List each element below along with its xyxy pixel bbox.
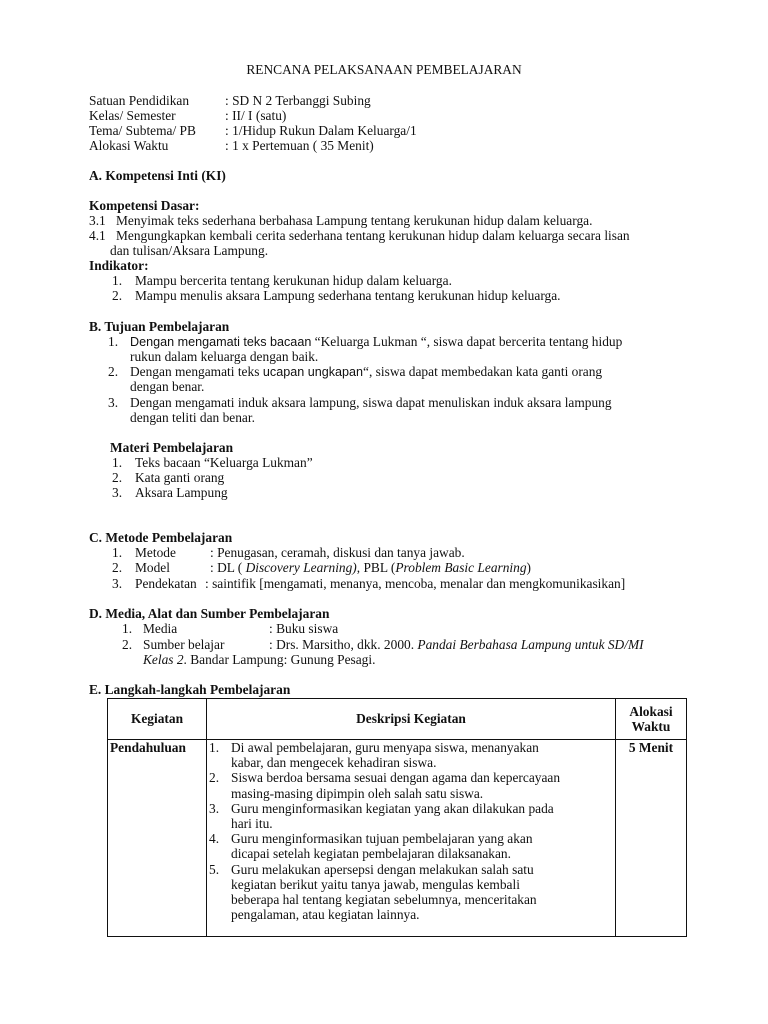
step-line: kabar, dan mengecek kehadiran siswa. bbox=[231, 755, 437, 771]
sumber-label: Sumber belajar bbox=[143, 637, 225, 652]
kd-number: 4.1 bbox=[89, 228, 106, 243]
tujuan-text: Dengan mengamati induk aksara lampung, siswa dapat menuliskan induk aksara lampung bbox=[130, 395, 612, 410]
section-b-heading: B. Tujuan Pembelajaran bbox=[89, 319, 230, 334]
kd-text: Mengungkapkan kembali cerita sederhana tentang kerukunan hidup dalam keluarga secara lisan bbox=[116, 228, 630, 243]
section-d-heading: D. Media, Alat dan Sumber Pembelajaran bbox=[89, 606, 330, 621]
step-line: masing-masing dipimpin oleh salah satu siswa. bbox=[231, 785, 484, 801]
step-line: pengalaman, atau kegiatan lainnya. bbox=[231, 907, 420, 923]
kd-number: 3.1 bbox=[89, 213, 106, 228]
metode-label: Metode bbox=[135, 545, 176, 560]
step-line: beberapa hal tentang kegiatan sebelumnya, menceritakan bbox=[231, 892, 537, 908]
media-value: : Buku siswa bbox=[269, 621, 339, 636]
header-alokasi bbox=[616, 699, 687, 740]
indikator-number: 1. bbox=[112, 273, 123, 288]
model-value-part: : DL ( bbox=[210, 560, 246, 575]
header-kegiatan: Kegiatan bbox=[108, 699, 207, 740]
list-item bbox=[207, 831, 615, 861]
materi-text: Aksara Lampung bbox=[135, 485, 228, 500]
step-number: 3. bbox=[209, 800, 220, 816]
section-e-heading: E. Langkah-langkah Pembelajaran bbox=[89, 682, 291, 697]
indikator-number: 2. bbox=[112, 288, 123, 303]
model-value-italic: Discovery Learning) bbox=[245, 560, 357, 575]
kd-item bbox=[89, 228, 106, 243]
tujuan-text-continued: rukun dalam keluarga dengan baik. bbox=[130, 349, 319, 364]
tujuan-text: “Keluarga Lukman “, siswa dapat bercerita tentang hidup bbox=[311, 334, 623, 349]
sumber-book-title: Kelas 2 bbox=[143, 652, 184, 667]
identity-label: Kelas/ Semester bbox=[89, 108, 176, 123]
model-value-italic: Problem Basic Learning bbox=[395, 560, 527, 575]
tujuan-line bbox=[130, 364, 602, 380]
sumber-number: 2. bbox=[122, 637, 133, 652]
alokasi-cell: 5 Menit bbox=[616, 740, 687, 937]
indikator-heading: Indikator: bbox=[89, 258, 149, 273]
model-label: Model bbox=[135, 560, 170, 575]
section-c-heading: C. Metode Pembelajaran bbox=[89, 530, 233, 545]
tujuan-number: 3. bbox=[108, 395, 119, 410]
step-line: Siswa berdoa bersama sesuai dengan agama dan kepercayaan bbox=[231, 770, 561, 786]
indikator-text: Mampu bercerita tentang kerukunan hidup dalam keluarga. bbox=[135, 273, 452, 288]
step-line: Guru menginformasikan tujuan pembelajaran yang akan bbox=[231, 831, 533, 847]
list-item bbox=[207, 862, 615, 923]
pendekatan-label: Pendekatan bbox=[135, 576, 197, 591]
step-number: 4. bbox=[209, 831, 220, 847]
materi-heading: Materi Pembelajaran bbox=[110, 440, 234, 455]
step-line: hari itu. bbox=[231, 816, 273, 832]
media-number: 1. bbox=[122, 621, 133, 636]
header-alokasi-line1: Alokasi bbox=[629, 703, 673, 719]
metode-value: : Penugasan, ceramah, diskusi dan tanya jawab. bbox=[210, 545, 465, 560]
list-item bbox=[207, 801, 615, 831]
table-row bbox=[108, 740, 687, 937]
step-number: 5. bbox=[209, 861, 220, 877]
step-line: Di awal pembelajaran, guru menyapa siswa, menanyakan bbox=[231, 740, 539, 755]
identity-value: : II/ I (satu) bbox=[225, 108, 287, 123]
tujuan-text-continued: dengan teliti dan benar. bbox=[130, 410, 255, 425]
kd-heading: Kompetensi Dasar: bbox=[89, 198, 200, 213]
tujuan-text-continued: dengan benar. bbox=[130, 379, 205, 394]
list-item bbox=[207, 740, 615, 770]
metode-number: 1. bbox=[112, 545, 123, 560]
langkah-table bbox=[107, 698, 687, 937]
tujuan-line bbox=[130, 334, 697, 350]
identity-value: : 1/Hidup Rukun Dalam Keluarga/1 bbox=[225, 123, 417, 138]
identity-row bbox=[89, 123, 196, 138]
step-number: 1. bbox=[209, 740, 220, 755]
identity-value: : SD N 2 Terbanggi Subing bbox=[225, 93, 371, 108]
sumber-value bbox=[269, 637, 644, 652]
materi-number: 2. bbox=[112, 470, 123, 485]
model-value-part: ) bbox=[526, 560, 531, 575]
identity-label: Satuan Pendidikan bbox=[89, 93, 190, 108]
list-item bbox=[207, 770, 615, 800]
tujuan-text: “, siswa dapat membedakan kata ganti orang bbox=[363, 364, 603, 379]
kd-item bbox=[89, 213, 106, 228]
materi-text: Teks bacaan “Keluarga Lukman” bbox=[135, 455, 313, 470]
section-a-heading: A. Kompetensi Inti (KI) bbox=[89, 168, 226, 183]
sumber-value-part: : Drs. Marsitho, dkk. 2000. bbox=[269, 637, 418, 652]
identity-row bbox=[89, 93, 189, 108]
tujuan-number: 2. bbox=[108, 364, 119, 379]
model-number: 2. bbox=[112, 560, 123, 575]
indikator-text: Mampu menulis aksara Lampung sederhana tentang kerukunan hidup keluarga. bbox=[135, 288, 561, 303]
step-line: Guru menginformasikan kegiatan yang akan dilakukan pada bbox=[231, 800, 554, 816]
header-alokasi-line2: Waktu bbox=[631, 719, 671, 734]
deskripsi-cell bbox=[207, 740, 616, 937]
step-line: Guru melakukan apersepsi dengan melakukan salah satu bbox=[231, 861, 534, 877]
tujuan-text-sans: ucapan ungkapan bbox=[259, 365, 364, 379]
pendekatan-value: : saintifik [mengamati, menanya, mencoba, menalar dan mengkomunikasikan] bbox=[205, 576, 626, 591]
sumber-book-title: Pandai Berbahasa Lampung untuk SD/MI bbox=[417, 637, 644, 652]
header-deskripsi: Deskripsi Kegiatan bbox=[207, 699, 616, 740]
media-label: Media bbox=[143, 621, 178, 636]
step-line: dicapai setelah kegiatan pembelajaran dilaksanakan. bbox=[231, 846, 511, 862]
identity-row bbox=[89, 138, 168, 153]
tujuan-number: 1. bbox=[108, 334, 119, 349]
kegiatan-cell: Pendahuluan bbox=[108, 740, 207, 937]
materi-number: 1. bbox=[112, 455, 123, 470]
tujuan-text: Dengan mengamati teks bbox=[130, 364, 260, 379]
sumber-value-part: . Bandar Lampung: Gunung Pesagi. bbox=[183, 652, 376, 667]
model-value bbox=[210, 560, 531, 575]
pendekatan-number: 3. bbox=[112, 576, 123, 591]
step-number: 2. bbox=[209, 770, 220, 786]
tujuan-text-sans: Dengan mengamati teks bacaan bbox=[130, 335, 312, 349]
table-header-row bbox=[108, 699, 687, 740]
step-line: kegiatan berikut yaitu tanya jawab, mengulas kembali bbox=[231, 876, 520, 892]
kd-text: Menyimak teks sederhana berbahasa Lampung tentang kerukunan hidup dalam keluarga. bbox=[116, 213, 593, 228]
model-value-part: , PBL ( bbox=[356, 560, 396, 575]
identity-value: : 1 x Pertemuan ( 35 Menit) bbox=[225, 138, 374, 153]
sumber-value-continued bbox=[143, 652, 375, 667]
step-list bbox=[207, 740, 615, 922]
materi-text: Kata ganti orang bbox=[135, 470, 225, 485]
identity-label: Alokasi Waktu bbox=[89, 138, 169, 153]
identity-label: Tema/ Subtema/ PB bbox=[89, 123, 196, 138]
document-title: RENCANA PELAKSANAAN PEMBELAJARAN bbox=[246, 62, 522, 77]
identity-row bbox=[89, 108, 176, 123]
kd-text-continued: dan tulisan/Aksara Lampung. bbox=[110, 243, 269, 258]
materi-number: 3. bbox=[112, 485, 123, 500]
